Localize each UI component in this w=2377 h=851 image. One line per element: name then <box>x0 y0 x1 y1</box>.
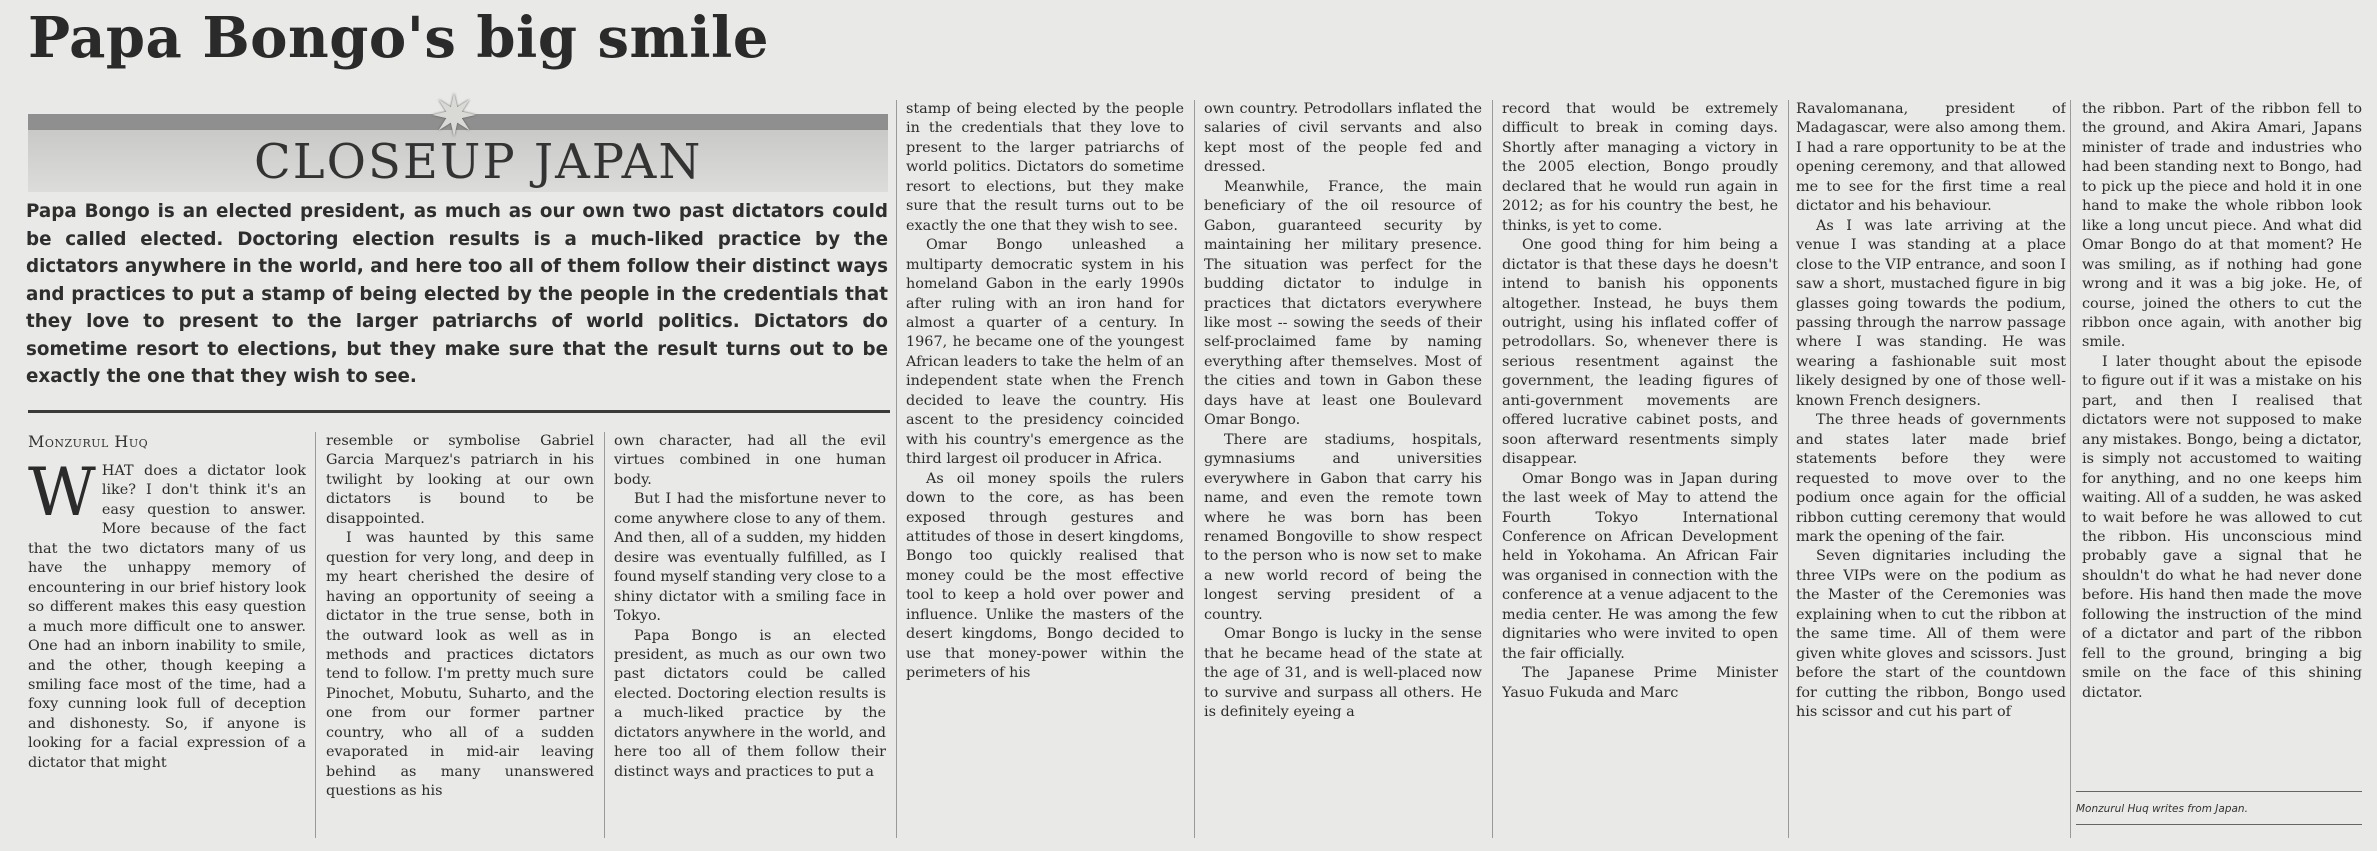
paragraph: resemble or symbolise Gabriel Garcia Marquez's patriarch in his twilight by looking at our own dictators is bound to be disappointed. <box>326 433 594 527</box>
paragraph: I later thought about the episode to figure out if it was a mistake on his part, and then I realised that dictators were not supposed to make any mistakes. Bongo, being a dictator, is simply not accustomed to waiting for anything, and no one keeps him waiting. All of a sudden, he was asked to wait before he was allowed to cut the ribbon. His unconscious mind probably gave a signal that he shouldn't do what he had never done before. His hand then made the move following the instruction of the mind of a dictator and part of the ribbon fell to the ground, bringing a big smile on the face of this shining dictator. <box>2082 353 2362 701</box>
section-label: CLOSEUP JAPAN <box>254 134 703 190</box>
column-divider <box>1788 100 1789 838</box>
paragraph: Meanwhile, France, the main beneficiary of the oil resource of Gabon, guaranteed security by maintaining her military presence. The situation was perfect for the budding dictator to indulge in practices that dictators everywhere like most -- sowing the seeds of their self-proclaimed fame by naming everything after themselves. Most of the cities and town in Gabon these days have at least one Boulevard Omar Bongo. <box>1204 178 1482 429</box>
column-8 <box>2082 100 2362 788</box>
paragraph: the ribbon. Part of the ribbon fell to the ground, and Akira Amari, Japans minister of trade and industries who had been standing next to Bongo, had to pick up the piece and hold it in one hand to make the whole ribbon look like a long uncut piece. And what did Omar Bongo do at that moment? He was smiling, as if nothing had gone wrong and it was a big joke. He, of course, joined the others to cut the ribbon once again, with another big smile. <box>2082 101 2362 351</box>
paragraph: Omar Bongo is lucky in the sense that he became head of the state at the age of 31, and is well-placed now to survive and surpass all others. He is definitely eyeing a <box>1204 626 1482 721</box>
paragraph: As I was late arriving at the venue I was standing at a place close to the VIP entrance, and soon I saw a short, mustached figure in big glasses going towards the podium, passing through the narrow passage where I was standing. He was wearing a fashionable suit most likely designed by one of those well-known French designers. <box>1796 217 2066 409</box>
paragraph: The Japanese Prime Minister Yasuo Fukuda and Marc <box>1502 665 1778 701</box>
column-divider <box>896 100 897 838</box>
paragraph: As oil money spoils the rulers down to the core, as has been exposed through gestures and attitudes of those in desert kingdoms, Bongo too quickly realised that money could be the most effective tool to keep a hold over power and influence. Unlike the masters of the desert kingdoms, Bongo decided to use that money-power within the perimeters of his <box>906 470 1184 682</box>
column-divider <box>1492 100 1493 838</box>
paragraph: Ravalomanana, president of Madagascar, were also among them. I had a rare opportunity to be at the opening ceremony, and that allowed me to see for the first time a real dictator and his behaviour. <box>1796 101 2066 215</box>
column-4 <box>906 100 1184 838</box>
paragraph: own country. Petrodollars inflated the salaries of civil servants and also kept most of the people fed and dressed. <box>1204 101 1482 176</box>
paragraph: HAT does a dictator look like? I don't think it's an easy question to answer. More because of the fact that the two dictators many of us have the unhappy memory of encountering in our brief history look so different makes this easy question a much more difficult one to answer. One had an inborn inability to smile, and the other, though keeping a smiling face most of the time, had a foxy cunning look full of deception and dishonesty. So, if anyone is looking for a facial expression of a dictator that might <box>28 463 306 771</box>
paragraph: Omar Bongo unleashed a multiparty democratic system in his homeland Gabon in the early 1990s after ruling with an iron hand for almost a quarter of a century. In 1967, he became one of the youngest African leaders to take the helm of an independent state when the French decided to leave the country. His ascent to the presidency coincided with his country's emergence as the third largest oil producer in Africa. <box>906 237 1184 468</box>
author-credit: Monzurul Huq writes from Japan. <box>2076 803 2248 815</box>
column-7 <box>1796 100 2066 838</box>
paragraph: I was haunted by this same question for very long, and deep in my heart cherished the desire of having an opportunity of seeing a dictator in the true sense, both in the outward look as well as in methods and practices dictators tend to follow. I'm pretty much sure Pinochet, Mobutu, Suharto, and the one from our former partner country, who all of a sudden evaporated in mid-air leaving behind as many unanswered questions as his <box>326 530 594 800</box>
paragraph: own character, had all the evil virtues combined in one human body. <box>614 433 886 488</box>
paragraph: But I had the misfortune never to come anywhere close to any of them. And then, all of a sudden, my hidden desire was eventually fulfilled, as I found myself standing very close to a shiny dictator with a smiling face in Tokyo. <box>614 491 886 625</box>
headline: Papa Bongo's big smile <box>28 5 769 71</box>
column-divider <box>315 432 316 838</box>
intro-summary: Papa Bongo is an elected president, as much as our own two past dictators could be called elected. Doctoring election results is a much-liked practice by the dictators anywhere in the world, and here too all of them follow their distinct ways and practices to put a stamp of being elected by the people in the credentials that they love to present to the larger patriarchs of world politics. Dictators do sometime resort to elections, but they make sure that the result turns out to be exactly the one that they wish to see. <box>26 201 888 387</box>
sparkle-icon: ✷ <box>429 82 479 150</box>
paragraph: Seven dignitaries including the three VIPs were on the podium as the Master of the Ceremonies was explaining when to cut the ribbon at the same time. All of them were given white gloves and scissors. Just before the start of the countdown for cutting the ribbon, Bongo used his scissor and cut his part of <box>1796 548 2066 721</box>
column-2 <box>326 432 594 838</box>
paragraph: Papa Bongo is an elected president, as much as our own two past dictators could be called elected. Doctoring election results is a much-liked practice by the dictators anywhere in the world, and here too all of them follow their distinct ways and practices to put a <box>614 627 886 780</box>
paragraph: One good thing for him being a dictator is that these days he doesn't intend to banish his opponents altogether. Instead, he buys them outright, using his inflated coffer of petrodollars. So, whenever there is serious resentment against the government, the leading figures of anti-government movements are offered lucrative cabinet posts, and soon afterward resentments simply disappear. <box>1502 237 1778 468</box>
paragraph: The three heads of governments and states later made brief statements before they were requested to move over to the podium once again for the official ribbon cutting ceremony that would mark the opening of the fair. <box>1796 412 2066 545</box>
credit-rule <box>2076 791 2362 792</box>
column-divider <box>1194 100 1195 838</box>
byline: Monzurul Huq <box>28 432 149 451</box>
column-1 <box>28 462 306 838</box>
column-divider <box>2070 100 2071 838</box>
bottom-rule <box>2076 824 2362 825</box>
column-5 <box>1204 100 1482 838</box>
intro-rule <box>28 410 890 413</box>
paragraph: Omar Bongo was in Japan during the last week of May to attend the Fourth Tokyo International Conference on African Development held in Yokohama. An African Fair was organised in connection with the conference at a venue adjacent to the media center. He was among the few dignitaries who were invited to open the fair officially. <box>1502 470 1778 662</box>
drop-cap: W <box>28 462 96 531</box>
paragraph: stamp of being elected by the people in the credentials that they love to present to the larger patriarchs of world politics. Dictators do sometime resort to elections, but they make sure that the result turns out to be exactly the one that they wish to see. <box>906 101 1184 234</box>
column-6 <box>1502 100 1778 838</box>
column-divider <box>604 432 605 838</box>
column-3 <box>614 432 886 838</box>
paragraph: record that would be extremely difficult to break in coming days. Shortly after managing a victory in the 2005 election, Bongo proudly declared that he would run again in 2012; as for his country the best, he thinks, is yet to come. <box>1502 101 1778 234</box>
paragraph: There are stadiums, hospitals, gymnasiums and universities everywhere in Gabon that carry his name, and even the remote town where he was born has been renamed Bongoville to show respect to the person who is now set to make a new world record of being the longest serving president of a country. <box>1204 431 1482 623</box>
